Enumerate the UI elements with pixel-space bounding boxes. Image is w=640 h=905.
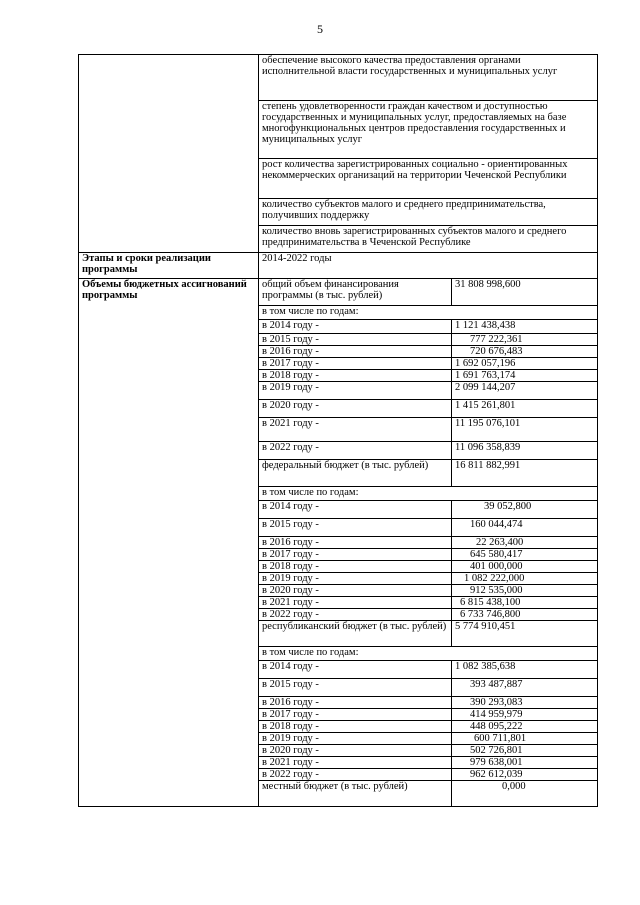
stages-label: Этапы и сроки реализации программы [79,253,259,279]
year-value: 390 293,083 [452,697,598,709]
year-label: в 2015 году - [259,519,452,537]
total-value: 31 808 998,600 [452,279,598,306]
republic-label: республиканский бюджет (в тыс. рублей) [259,621,452,647]
year-label: в 2018 году - [259,721,452,733]
page-number: 5 [317,22,323,36]
total-label: общий объем финансирования программы (в тыс. рублей) [259,279,452,306]
year-label: в 2019 году - [259,733,452,745]
year-label: в 2022 году - [259,769,452,781]
budget-label: Объемы бюджетных ассигнований программы [79,279,259,807]
year-label: в 2020 году - [259,400,452,418]
year-value: 645 580,417 [452,549,598,561]
indicator-text: количество вновь зарегистрированных субъектов малого и среднего предпринимательства в Чеченской Республике [259,226,598,253]
federal-label: федеральный бюджет (в тыс. рублей) [259,460,452,487]
indicator-text: рост количества зарегистрированных социально - ориентированных некоммерческих организаций на территории Чеченской Республики [259,159,598,199]
year-value: 1 121 438,438 [452,320,598,334]
year-label: в 2014 году - [259,661,452,679]
year-label: в 2021 году - [259,757,452,769]
year-label: в 2016 году - [259,537,452,549]
year-value: 2 099 144,207 [452,382,598,400]
program-passport-table [78,54,598,807]
indicator-row [79,55,598,101]
year-value: 1 691 763,174 [452,370,598,382]
year-label: в 2016 году - [259,346,452,358]
year-label: в 2014 году - [259,320,452,334]
year-label: в 2022 году - [259,442,452,460]
republic-value: 5 774 910,451 [452,621,598,647]
year-label: в 2021 году - [259,418,452,442]
year-label: в 2021 году - [259,597,452,609]
year-value: 600 711,801 [452,733,598,745]
year-value: 502 726,801 [452,745,598,757]
local-label: местный бюджет (в тыс. рублей) [259,781,452,807]
total-financing-row [79,279,598,306]
year-label: в 2018 году - [259,370,452,382]
year-label: в 2017 году - [259,358,452,370]
year-value: 6 815 438,100 [452,597,598,609]
year-value: 1 082 385,638 [452,661,598,679]
year-value: 6 733 746,800 [452,609,598,621]
indicator-text: степень удовлетворенности граждан качеством и доступностью государственных и муниципальных услуг, предоставляемых на базе многофункциональных центров предоставления государственных и муниципальных услуг [259,101,598,159]
year-value: 962 612,039 [452,769,598,781]
year-label: в 2018 году - [259,561,452,573]
year-label: в 2022 году - [259,609,452,621]
year-value: 979 638,001 [452,757,598,769]
stages-value: 2014-2022 годы [259,253,598,279]
year-label: в 2020 году - [259,745,452,757]
year-value: 777 222,361 [452,334,598,346]
year-value: 1 692 057,196 [452,358,598,370]
year-value: 39 052,800 [452,501,598,519]
year-value: 11 195 076,101 [452,418,598,442]
year-label: в 2015 году - [259,334,452,346]
year-label: в 2019 году - [259,573,452,585]
year-label: в 2014 году - [259,501,452,519]
year-value: 11 096 358,839 [452,442,598,460]
indicators-label-cell [79,55,259,253]
year-label: в 2017 году - [259,709,452,721]
stages-row [79,253,598,279]
year-value: 912 535,000 [452,585,598,597]
year-value: 393 487,887 [452,679,598,697]
indicator-text: количество субъектов малого и среднего предпринимательства, получивших поддержку [259,199,598,226]
year-label: в 2015 году - [259,679,452,697]
by-years-label: в том числе по годам: [259,306,598,320]
by-years-label: в том числе по годам: [259,647,598,661]
year-label: в 2019 году - [259,382,452,400]
year-value: 22 263,400 [452,537,598,549]
year-value: 720 676,483 [452,346,598,358]
federal-value: 16 811 882,991 [452,460,598,487]
year-label: в 2020 году - [259,585,452,597]
year-label: в 2016 году - [259,697,452,709]
year-value: 1 082 222,000 [452,573,598,585]
year-value: 414 959,979 [452,709,598,721]
local-value: 0,000 [452,781,598,807]
year-value: 1 415 261,801 [452,400,598,418]
year-value: 160 044,474 [452,519,598,537]
year-value: 448 095,222 [452,721,598,733]
indicator-text: обеспечение высокого качества предоставления органами исполнительной власти государственных и муниципальных услуг [259,55,598,101]
by-years-label: в том числе по годам: [259,487,598,501]
year-label: в 2017 году - [259,549,452,561]
year-value: 401 000,000 [452,561,598,573]
